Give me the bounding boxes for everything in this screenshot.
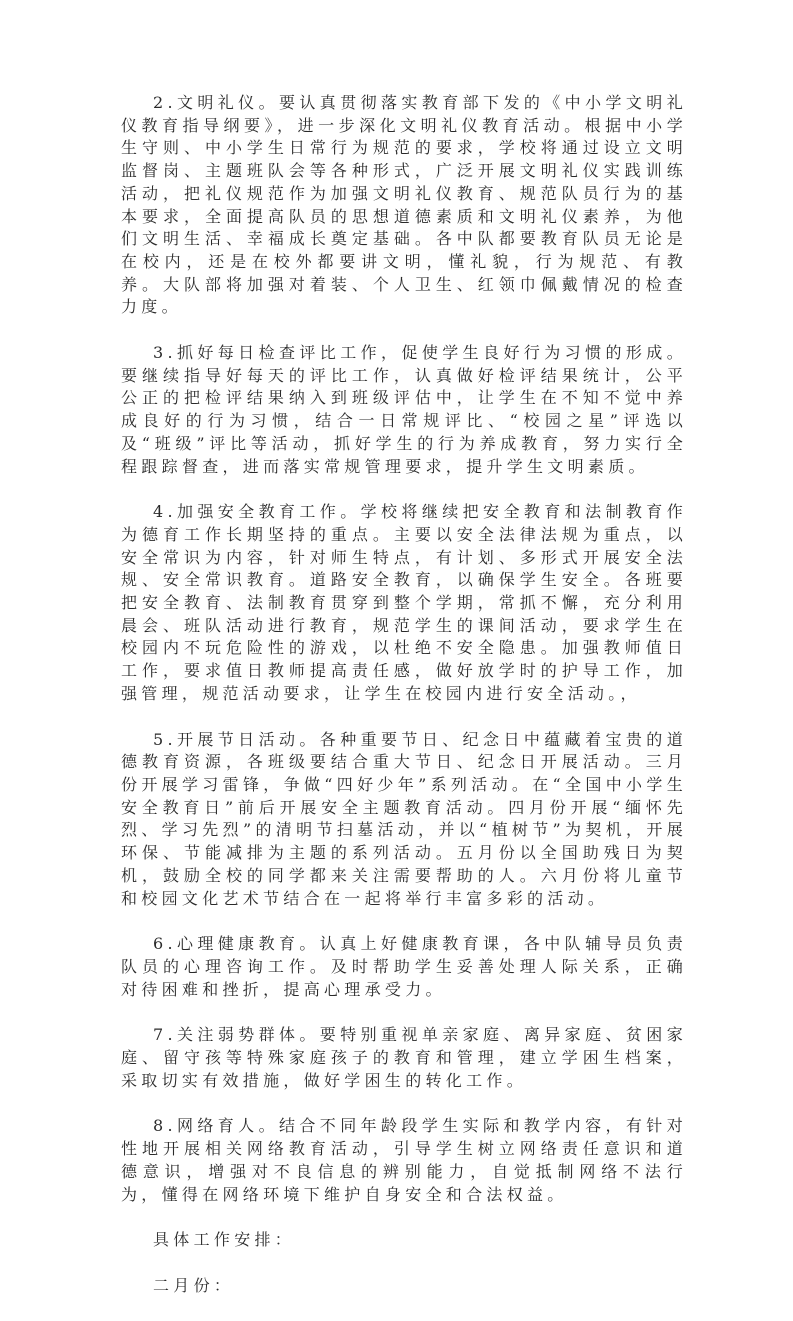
paragraph-holiday-activities: 5.开展节日活动。各种重要节日、纪念日中蕴藏着宝贵的道德教育资源，各班级要结合重大节日、纪念日开展活动。三月份开展学习雷锋，争做“四好少年”系列活动。在“全国中小学生安全教育日”前后开展安全主题教育活动。四月份开展“缅怀先烈、学习先烈”的清明节扫墓活动，并以“植树节”为契机，开展环保、节能减排为主题的系列活动。五月份以全国助残日为契机，鼓励全校的同学都来关注需要帮助的人。六月份将儿童节和校园文化艺术节结合在一起将举行丰富多彩的活动。 — [121, 729, 687, 908]
paragraph-safety-education: 4.加强安全教育工作。学校将继续把安全教育和法制教育作为德育工作长期坚持的重点。主要以安全法律法规为重点，以安全常识为内容，针对师生特点，有计划、多形式开展安全法规、安全常识教育。道路安全教育，以确保学生安全。各班要把安全教育、法制教育贯穿到整个学期，常抓不懈，充分利用晨会、班队活动进行教育，规范学生的课间活动，要求学生在校园内不玩危险性的游戏，以杜绝不安全隐患。加强教师值日工作，要求值日教师提高责任感，做好放学时的护导工作，加强管理，规范活动要求，让学生在校园内进行安全活动。， — [121, 502, 687, 703]
heading-february: 二月份： — [153, 1275, 235, 1295]
paragraph-civility: 2.文明礼仪。要认真贯彻落实教育部下发的《中小学文明礼仪教育指导纲要》，进一步深化文明礼仪教育活动。根据中小学生守则、中小学生日常行为规范的要求，学校将通过设立文明监督岗、主题班队会等各种形式，广泛开展文明礼仪实践训练活动，把礼仪规范作为加强文明礼仪教育、规范队员行为的基本要求，全面提高队员的思想道德素质和文明礼仪素养，为他们文明生活、幸福成长奠定基础。各中队都要教育队员无论是在校内，还是在校外都要讲文明，懂礼貌，行为规范、有教养。大队部将加强对着装、个人卫生、红领巾佩戴情况的检查力度。 — [121, 93, 687, 317]
paragraph-daily-inspection: 3.抓好每日检查评比工作，促使学生良好行为习惯的形成。要继续指导好每天的评比工作，认真做好检评结果统计，公平公正的把检评结果纳入到班级评估中，让学生在不知不觉中养成良好的行为习惯，结合一日常规评比、“校园之星”评选以及“班级”评比等活动，抓好学生的行为养成教育，努力实行全程跟踪督查，进而落实常规管理要求，提升学生文明素质。 — [121, 343, 687, 476]
document-page — [121, 92, 687, 1321]
paragraph-mental-health: 6.心理健康教育。认真上好健康教育课，各中队辅导员负责队员的心理咨询工作。及时帮助学生妥善处理人际关系，正确对待困难和挫折，提高心理承受力。 — [121, 934, 687, 999]
paragraph-internet-education: 8.网络育人。结合不同年龄段学生实际和教学内容，有针对性地开展相关网络教育活动，引导学生树立网络责任意识和道德意识，增强对不良信息的辨别能力，自觉抵制网络不法行为，懂得在网络环境下维护自身安全和合法权益。 — [121, 1116, 687, 1204]
paragraph-vulnerable-groups: 7.关注弱势群体。要特别重视单亲家庭、离异家庭、贫困家庭、留守孩等特殊家庭孩子的教育和管理，建立学困生档案，采取切实有效措施，做好学困生的转化工作。 — [121, 1025, 687, 1090]
heading-work-schedule: 具体工作安排： — [153, 1230, 296, 1250]
